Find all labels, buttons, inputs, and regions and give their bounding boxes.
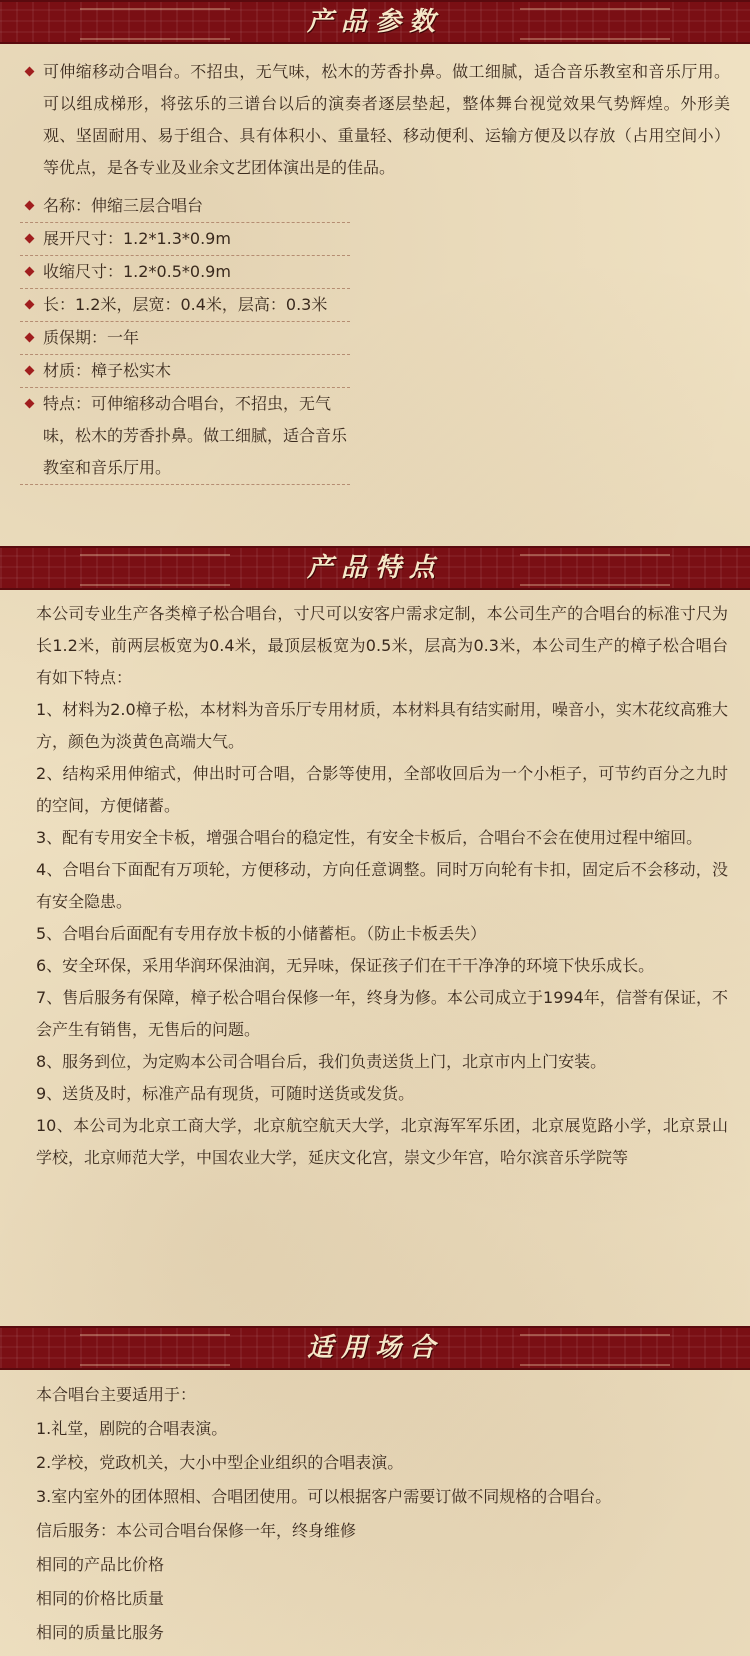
usage-line: 本合唱台主要适用于： [36, 1385, 197, 1404]
feature-paragraph: 5、合唱台后面配有专用存放卡板的小储蓄柜。（防止卡板丢失） [36, 924, 487, 943]
param-item: 特点：可伸缩移动合唱台，不招虫，无气味，松木的芳香扑鼻。做工细腻，适合音乐教室和音乐厅用。 [20, 388, 350, 485]
feature-paragraph: 2、结构采用伸缩式，伸出时可合唱，合影等使用，全部收回后为一个小柜子，可节约百分之九时的空间，方便储蓄。 [36, 764, 728, 815]
usage-line: 3.室内室外的团体照相、合唱团使用。可以根据客户需要订做不同规格的合唱台。 [36, 1487, 612, 1506]
usage-line: 相同的价格比质量 [36, 1589, 165, 1608]
bullet-icon [25, 366, 35, 376]
usage-line: 2.学校，党政机关，大小中型企业组织的合唱表演。 [36, 1453, 404, 1472]
param-item: 收缩尺寸：1.2*0.5*0.9m [20, 256, 350, 289]
bullet-icon [25, 333, 35, 343]
bullet-icon [25, 201, 35, 211]
features-section [36, 598, 728, 1174]
feature-paragraph: 8、服务到位，为定购本公司合唱台后，我们负责送货上门，北京市内上门安装。 [36, 1052, 607, 1071]
section-banner-usage [0, 1326, 750, 1370]
bullet-icon [25, 300, 35, 310]
usage-line: 信后服务：本公司合唱台保修一年，终身维修 [36, 1521, 357, 1540]
feature-paragraph: 本公司专业生产各类樟子松合唱台，寸尺可以安客户需求定制，本公司生产的合唱台的标准寸尺为长1.2米，前两层板宽为0.4米，最顶层板宽为0.5米，层高为0.3米，本公司生产的樟子松合唱台有如下特点： [36, 604, 728, 687]
section-title-features: 产品特点 [306, 553, 443, 583]
section-banner-params [0, 0, 750, 44]
bullet-icon [25, 399, 35, 409]
feature-paragraph: 10、本公司为北京工商大学，北京航空航天大学，北京海军军乐团，北京展览路小学，北京景山学校，北京师范大学，中国农业大学，延庆文化宫，崇文少年宫，哈尔滨音乐学院等 [36, 1116, 728, 1167]
bullet-icon [25, 267, 35, 277]
params-section [20, 56, 730, 485]
param-item: 材质：樟子松实木 [20, 355, 350, 388]
feature-paragraph: 1、材料为2.0樟子松，本材料为音乐厅专用材质，本材料具有结实耐用，噪音小，实木花纹高雅大方，颜色为淡黄色高端大气。 [36, 700, 728, 751]
params-intro [20, 56, 730, 184]
feature-paragraph: 3、配有专用安全卡板，增强合唱台的稳定性，有安全卡板后，合唱台不会在使用过程中缩回。 [36, 828, 703, 847]
section-title-params: 产品参数 [306, 7, 443, 37]
usage-line: 相同的质量比服务 [36, 1623, 165, 1642]
usage-line: 相同的产品比价格 [36, 1555, 165, 1574]
param-item: 展开尺寸：1.2*1.3*0.9m [20, 223, 350, 256]
bullet-icon [25, 234, 35, 244]
section-title-usage: 适用场合 [306, 1333, 443, 1363]
params-intro-text: 可伸缩移动合唱台。不招虫，无气味，松木的芳香扑鼻。做工细腻，适合音乐教室和音乐厅用。可以组成梯形，将弦乐的三谱台以后的演奏者逐层垫起，整体舞台视觉效果气势辉煌。外形美观、坚固耐用、易于组合、具有体积小、重量轻、移动便利、运输方便及以存放（占用空间小）等优点，是各专业及业余文艺团体演出是的佳品。 [43, 62, 730, 177]
usage-line: 1.礼堂，剧院的合唱表演。 [36, 1419, 228, 1438]
usage-section [36, 1378, 728, 1650]
feature-paragraph: 4、合唱台下面配有万项轮，方便移动，方向任意调整。同时万向轮有卡扣，固定后不会移动，没有安全隐患。 [36, 860, 728, 911]
param-item: 质保期：一年 [20, 322, 350, 355]
feature-paragraph: 7、售后服务有保障，樟子松合唱台保修一年，终身为修。本公司成立于1994年，信誉有保证，不会产生有销售，无售后的问题。 [36, 988, 728, 1039]
feature-paragraph: 9、送货及时，标准产品有现货，可随时送货或发货。 [36, 1084, 415, 1103]
param-item: 名称：伸缩三层合唱台 [20, 190, 350, 223]
param-item: 长：1.2米，层宽：0.4米，层高：0.3米 [20, 289, 350, 322]
bullet-icon [25, 67, 35, 77]
section-banner-features [0, 546, 750, 590]
feature-paragraph: 6、安全环保，采用华润环保油润，无异味，保证孩子们在干干净净的环境下快乐成长。 [36, 956, 655, 975]
